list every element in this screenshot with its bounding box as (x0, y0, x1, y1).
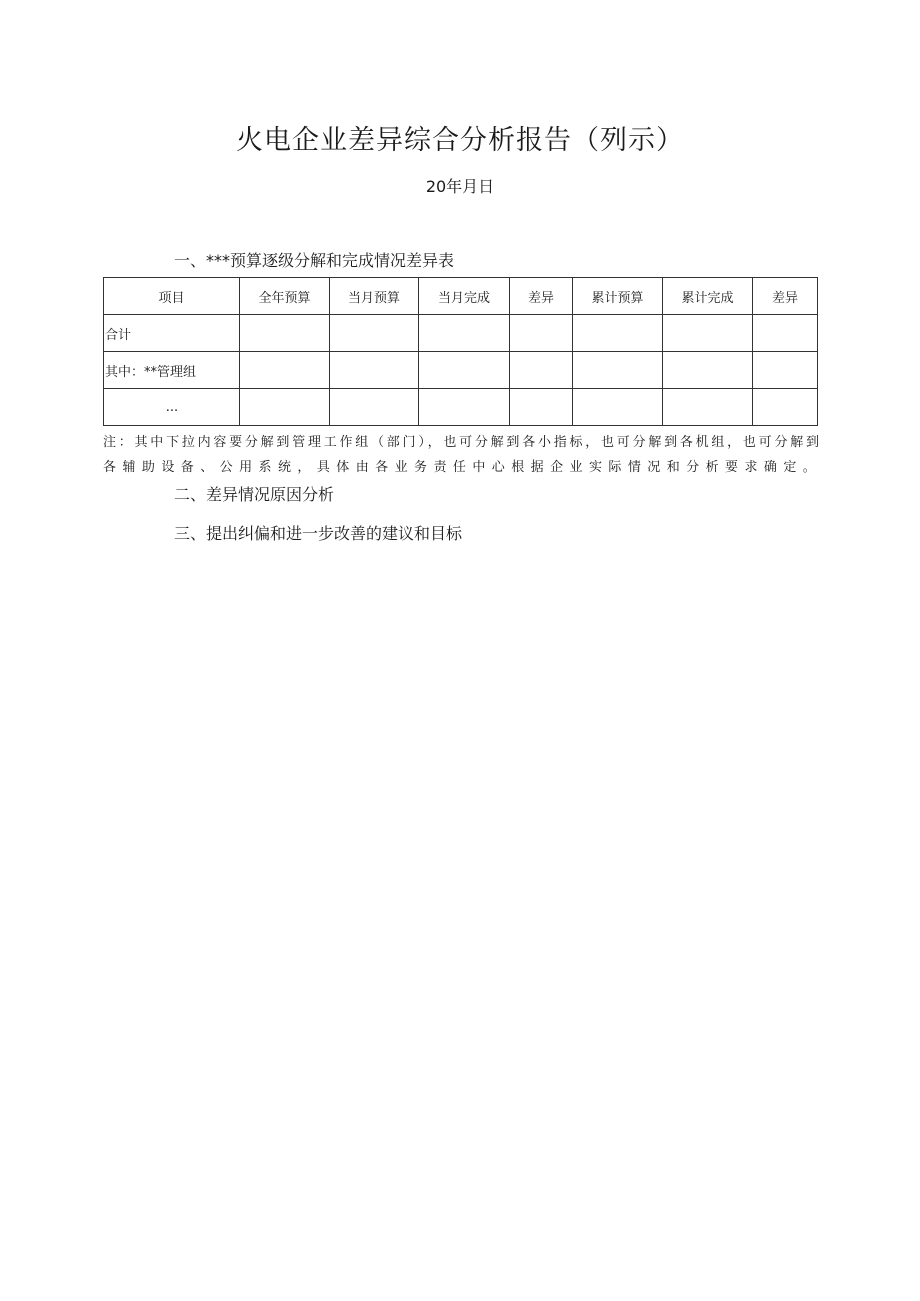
table-cell (573, 352, 663, 389)
report-title: 火电企业差异综合分析报告（列示） (236, 125, 684, 156)
table-cell (510, 315, 573, 352)
note-line-2: 各辅助设备、公用系统，具体由各业务责任中心根据企业实际情况和分析要求确定。 (103, 460, 819, 475)
table-cell (240, 352, 330, 389)
row-label-total: 合计 (104, 315, 240, 352)
row-label-ellipsis: ... (104, 389, 240, 426)
section-1-heading: 一、***预算逐级分解和完成情况差异表 (174, 251, 455, 270)
table-cell (663, 315, 753, 352)
col-header-cumulative-budget: 累计预算 (573, 278, 663, 315)
note-line-1: 注：其中下拉内容要分解到管理工作组（部门），也可分解到各小指标，也可分解到各机组，也可分解到 (103, 435, 819, 450)
table-cell (419, 352, 510, 389)
col-header-month-actual: 当月完成 (419, 278, 510, 315)
table-cell (240, 389, 330, 426)
table-cell (753, 315, 818, 352)
row-label-management-group: 其中：**管理组 (104, 352, 240, 389)
report-date: 20年月日 (425, 177, 495, 196)
col-header-cumulative-actual: 累计完成 (663, 278, 753, 315)
table-row (104, 389, 818, 426)
section-3-heading: 三、提出纠偏和进一步改善的建议和目标 (174, 524, 463, 543)
col-header-annual-budget: 全年预算 (240, 278, 330, 315)
col-header-month-variance: 差异 (510, 278, 573, 315)
col-header-month-budget: 当月预算 (330, 278, 419, 315)
table-note (103, 430, 819, 480)
table-row (104, 315, 818, 352)
table-header-row (104, 278, 818, 315)
table-row (104, 352, 818, 389)
table-cell (663, 389, 753, 426)
table-cell (753, 389, 818, 426)
table-cell (753, 352, 818, 389)
table-cell (573, 315, 663, 352)
table-cell (573, 389, 663, 426)
variance-table (103, 277, 818, 426)
table-cell (330, 352, 419, 389)
col-header-item: 项目 (104, 278, 240, 315)
table-cell (663, 352, 753, 389)
section-2-heading: 二、差异情况原因分析 (174, 485, 335, 504)
table-cell (510, 389, 573, 426)
table-cell (330, 389, 419, 426)
table-cell (240, 315, 330, 352)
col-header-cumulative-variance: 差异 (753, 278, 818, 315)
table-cell (419, 315, 510, 352)
table-cell (419, 389, 510, 426)
table-cell (510, 352, 573, 389)
table-cell (330, 315, 419, 352)
